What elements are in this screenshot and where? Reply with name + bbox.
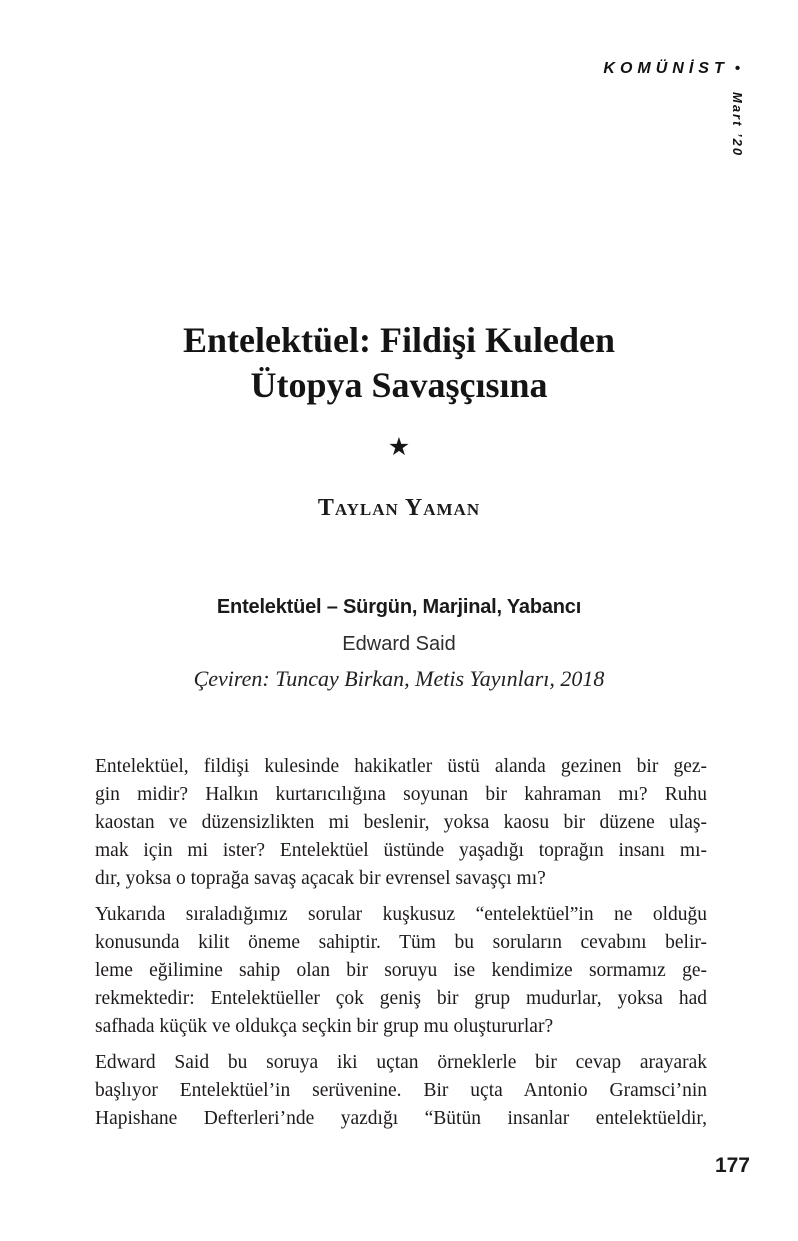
body-line: başlıyor Entelektüel’in serüvenine. Bir uçta Antonio Gramsci’nin (95, 1080, 707, 1101)
journal-name: KOMÜNİST (603, 60, 729, 77)
body-line: Hapishane Defterleri’nde yazdığı “Bütün insanlar entelektüeldir, (95, 1108, 707, 1129)
article-title-line2: Ütopya Savaşçısına (250, 365, 548, 405)
body-line: Entelektüel, fildişi kulesinde hakikatler üstü alanda gezinen bir gez- (95, 756, 707, 777)
body-line: rekmektedir: Entelektüeller çok geniş bir grup mudurlar, yoksa had (95, 988, 707, 1009)
book-translation-info: Çeviren: Tuncay Birkan, Metis Yayınları, 2018 (193, 666, 605, 691)
issue-date: Mart ’20 (730, 92, 745, 158)
article-title-line1: Entelektüel: Fildişi Kuleden (182, 320, 616, 360)
masthead-bullet-icon: • (734, 60, 740, 77)
article-title (93, 318, 705, 408)
body-line: safhada küçük ve oldukça seçkin bir grup mu oluştururlar? (95, 1016, 554, 1037)
paragraph-1 (95, 753, 707, 893)
body-line: Edward Said bu soruya iki uçtan örneklerle bir cevap arayarak (95, 1052, 707, 1073)
body-line: dır, yoksa o toprağa savaş açacak bir evrensel savaşçı mı? (95, 868, 546, 889)
journal-masthead (603, 60, 740, 78)
reviewed-book-info (93, 596, 705, 692)
body-line: leme eğilimine sahip olan bir soruyu ise kendimize sormamız ge- (95, 960, 707, 981)
body-line: gin midir? Halkın kurtarıcılığına soyunan bir kahraman mı? Ruhu (95, 784, 707, 805)
article-author: Taylan Yaman (317, 495, 481, 521)
book-author: Edward Said (342, 633, 456, 655)
article-body (95, 753, 707, 1141)
star-divider-icon: ★ (387, 434, 411, 461)
paragraph-3 (95, 1049, 707, 1133)
body-line: kaostan ve düzensizlikten mi beslenir, yoksa kaosu bir düzene ulaş- (95, 812, 707, 833)
body-line: konusunda kilit öneme sahiptir. Tüm bu soruların cevabını belir- (95, 932, 707, 953)
body-line: mak için mi ister? Entelektüel üstünde yaşadığı toprağın insanı mı- (95, 840, 707, 861)
page-number: 177 (714, 1154, 750, 1177)
paragraph-2 (95, 901, 707, 1041)
book-title: Entelektüel – Sürgün, Marjinal, Yabancı (216, 596, 582, 618)
body-line: Yukarıda sıraladığımız sorular kuşkusuz “entelektüel”in ne olduğu (95, 904, 707, 925)
